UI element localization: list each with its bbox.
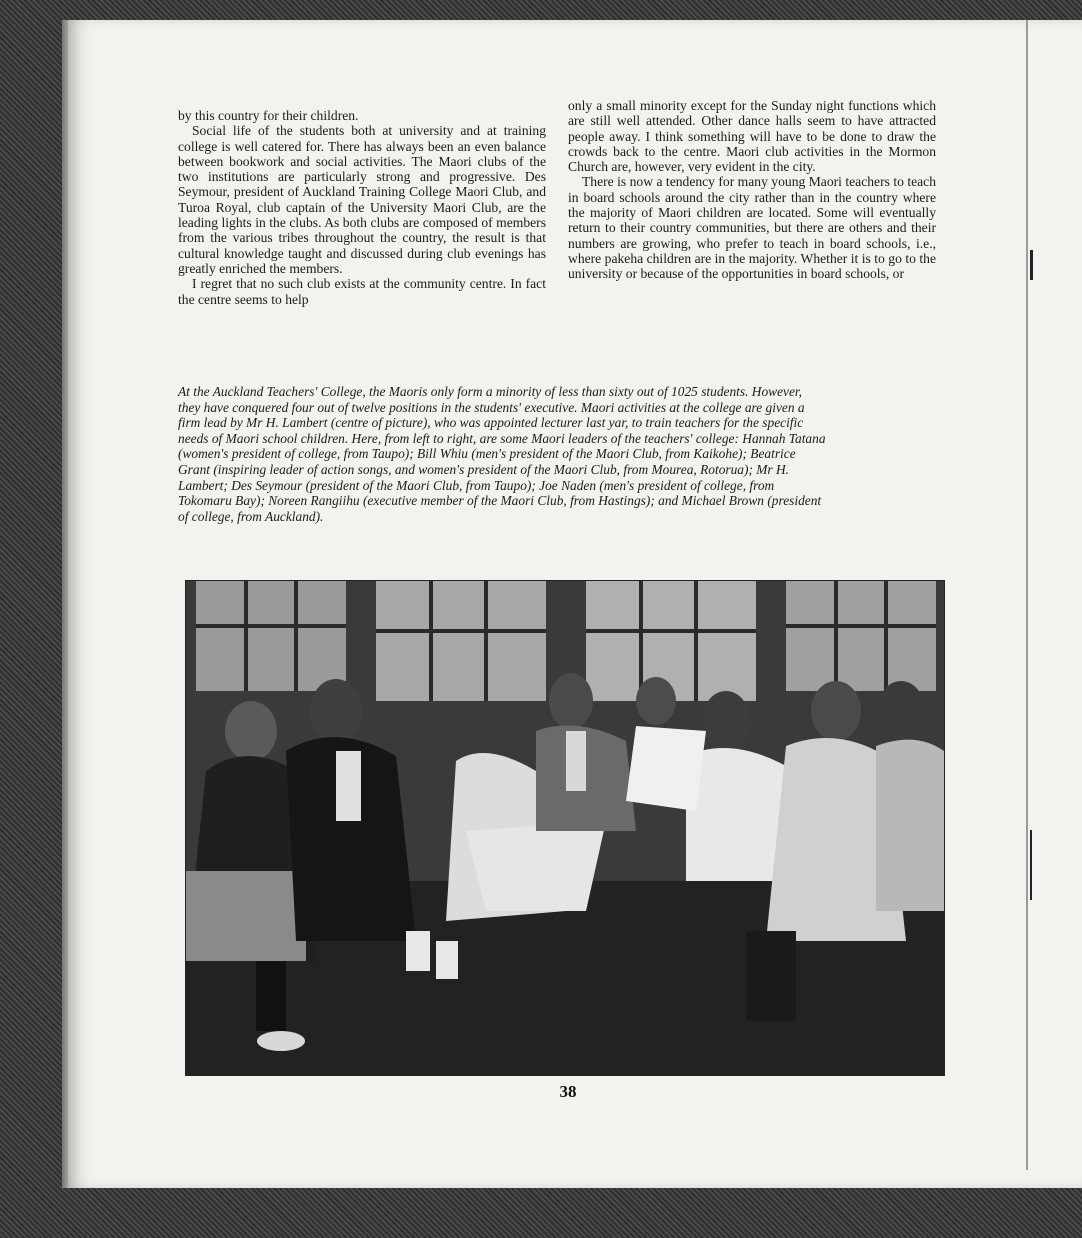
photo-caption: At the Auckland Teachers' College, the Maoris only form a minority of less than sixty out of 1025 students. However, they have conquered four out of twelve positions in the students' executive. Maori activities at the college are given a firm lead by Mr H. Lambert (centre of picture), who was appointed lecturer last yar, to train teachers for the specific needs of Maori school children. Here, from left to right, are some Maori leaders of the teachers' college: Hannah Tatana (women's president of college, from Taupo); Bill Whiu (men's president of the Maori Club, from Kaikohe); Beatrice Grant (inspiring leader of action songs, and women's president of the Maori Club, from Mourea, Rotorua); Mr H. Lambert; Des Seymour (president of the Maori Club, from Taupo); Joe Naden (men's president of college, from Tokomaru Bay); Noreen Rangiihu (executive member of the Maori Club, from Hastings); and Michael Brown (president of college, from Auckland). xyxy=(178,384,826,524)
paragraph: I regret that no such club exists at the community centre. In fact the centre seems to help xyxy=(178,276,546,307)
paragraph: Social life of the students both at university and at training college is well catered for. There has always been an even balance between bookwork and social activities. The Maori clubs of the two institutions are particularly strong and progressive. Des Seymour, president of Auckland Training College Maori Club, and Turoa Royal, club captain of the University Maori Club, are the leading lights in the clubs. As both clubs are composed of members from the various tribes throughout the country, the result is that cultural knowledge taught and discussed during club evenings has greatly enriched the members. xyxy=(178,123,546,276)
group-photograph xyxy=(185,580,945,1076)
paragraph: only a small minority except for the Sunday night functions which are still well attended. Other dance halls seem to have attracted people away. I think something will have to be done to draw the crowds back to the centre. Maori club activities in the Mormon Church are, however, very evident in the city. xyxy=(568,98,936,175)
photo-illustration xyxy=(186,581,944,1075)
margin-mark xyxy=(1030,830,1032,900)
right-margin-line xyxy=(1026,20,1028,1170)
right-text-column xyxy=(568,98,936,282)
page-number: 38 xyxy=(559,1082,577,1101)
left-text-column xyxy=(178,108,546,307)
paragraph: There is now a tendency for many young Maori teachers to teach in board schools around the city rather than in the country where the majority of Maori children are located. Some will eventually return to their country communities, but there are others and their numbers are growing, who prefer to teach in board schools, i.e., where pakeha children are in the majority. Whether it is to go to the university or because of the opportunities in board schools, or xyxy=(568,174,936,282)
paragraph: by this country for their children. xyxy=(178,108,359,123)
margin-mark xyxy=(1030,250,1033,280)
